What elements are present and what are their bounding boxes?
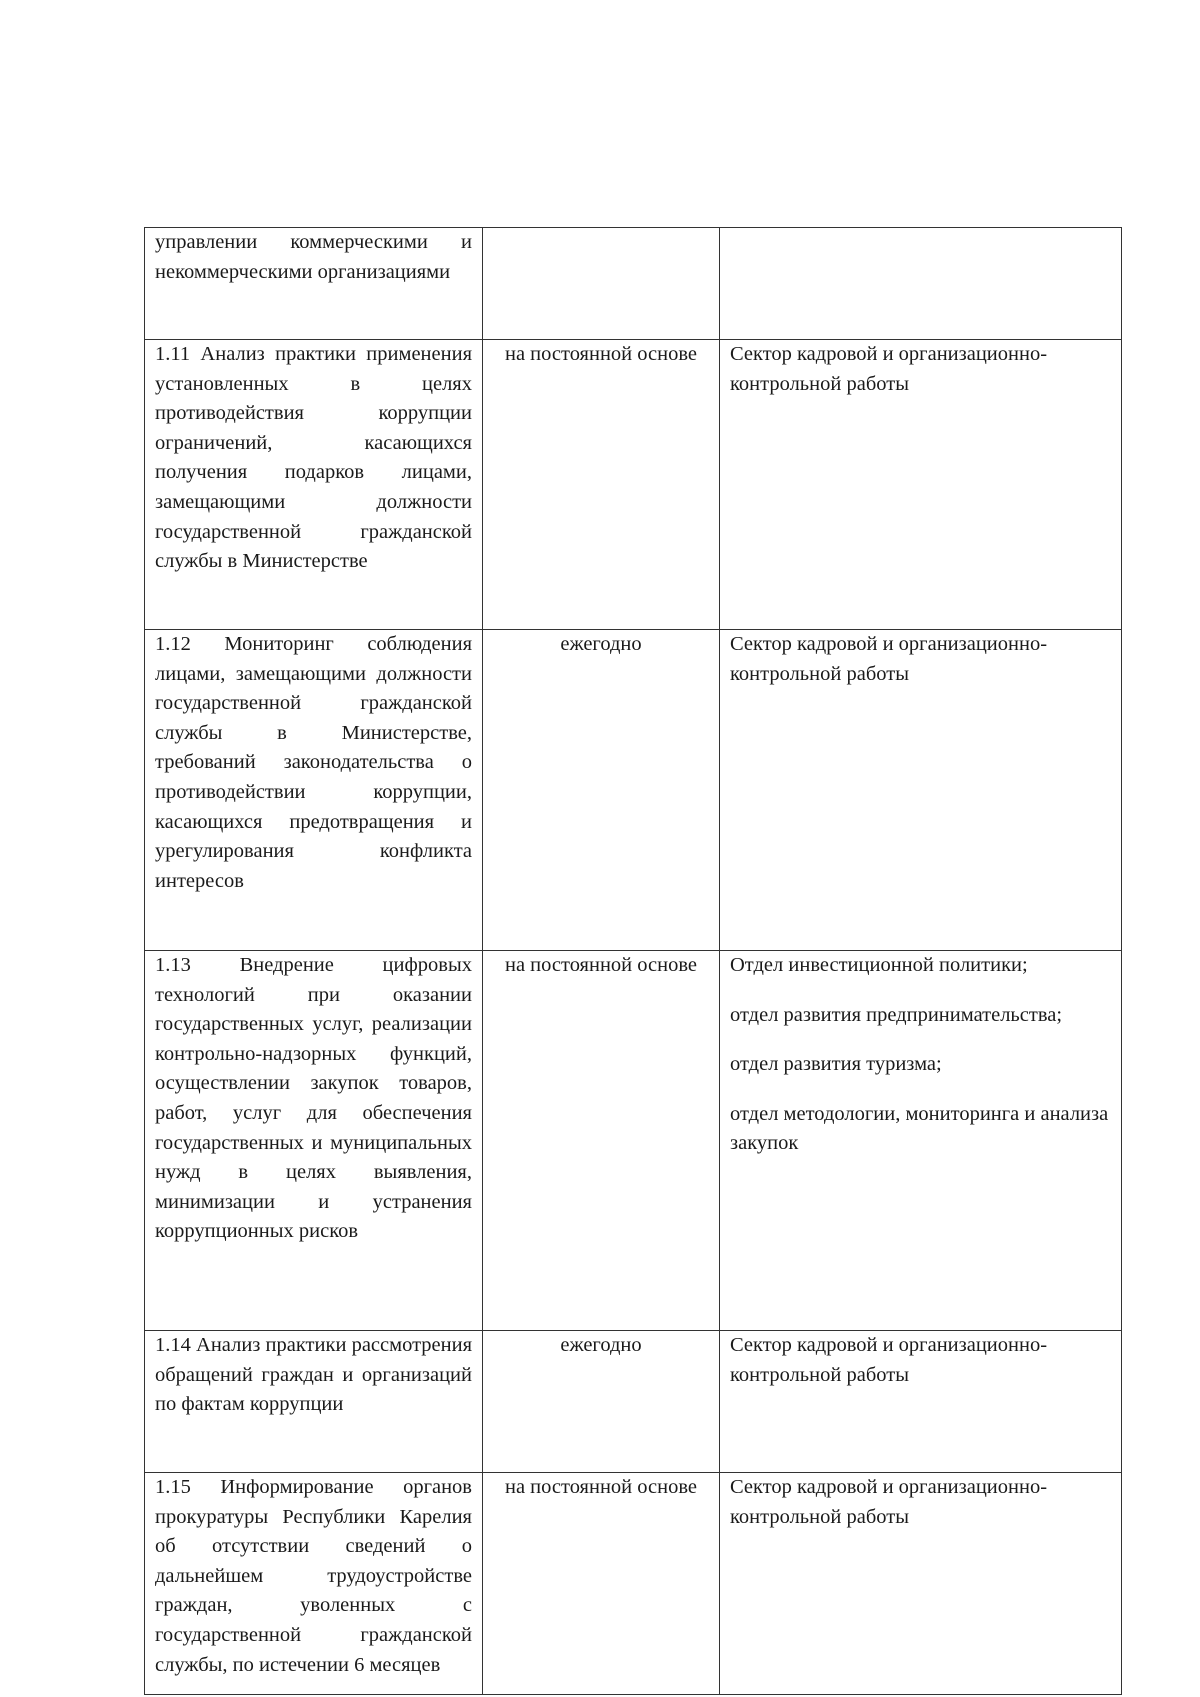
term-text: на постоянной основе: [504, 954, 698, 976]
responsible-cell: [720, 951, 1122, 1331]
term-cell: [483, 1331, 720, 1473]
responsible-cell: [720, 1473, 1122, 1695]
measure-cell: [145, 630, 483, 951]
responsible-text: Сектор кадровой и организационно-контрольной работы: [730, 343, 1048, 395]
table-row: [145, 1473, 1122, 1695]
table-row: [145, 1331, 1122, 1473]
responsible-text: Сектор кадровой и организационно-контрольной работы: [730, 1476, 1048, 1528]
measure-cell: [145, 1473, 483, 1695]
responsible-text: отдел развития предпринимательства;: [730, 1003, 1063, 1026]
measure-cell: [145, 340, 483, 630]
measure-cell: [145, 228, 483, 340]
responsible-text: отдел развития туризма;: [730, 1053, 942, 1076]
responsible-text: Сектор кадровой и организационно-контрольной работы: [730, 633, 1048, 685]
table-row: [145, 340, 1122, 630]
table-row: [145, 951, 1122, 1331]
responsible-cell: [720, 630, 1122, 951]
responsible-cell: [720, 340, 1122, 630]
responsible-text: Сектор кадровой и организационно-контрольной работы: [730, 1334, 1048, 1386]
term-cell: [483, 1473, 720, 1695]
measure-text: 1.15 Информирование органов прокуратуры Республики Карелия об отсутствии сведений о дальнейшем трудоустройстве граждан, уволенных с государственной гражданской службы, по истечении 6 месяцев: [155, 1476, 472, 1676]
term-text: ежегодно: [560, 633, 642, 655]
measure-cell: [145, 1331, 483, 1473]
measure-text: 1.12 Мониторинг соблюдения лицами, замещающими должности государственной гражданской службы в Министерстве, требований законодательства о противодействии коррупции, касающихся предотвращения и урегулирования конфликта интересов: [155, 633, 472, 892]
term-cell: [483, 951, 720, 1331]
term-cell: [483, 340, 720, 630]
measure-text: 1.11 Анализ практики применения установленных в целях противодействия коррупции ограничений, касающихся получения подарков лицами, замещающими должности государственной гражданской службы в Министерстве: [155, 343, 472, 573]
measure-text: 1.14 Анализ практики рассмотрения обращений граждан и организаций по фактам коррупции: [155, 1334, 472, 1416]
measure-text: управлении коммерческими и некоммерческими организациями: [155, 231, 472, 283]
responsible-text: отдел методологии, мониторинга и анализа закупок: [730, 1102, 1109, 1155]
responsible-cell: [720, 228, 1122, 340]
term-text: ежегодно: [560, 1334, 642, 1356]
term-text: на постоянной основе: [504, 343, 698, 365]
term-text: на постоянной основе: [504, 1476, 698, 1498]
responsible-cell: [720, 1331, 1122, 1473]
term-cell: [483, 630, 720, 951]
responsible-text: Отдел инвестиционной политики;: [730, 954, 1028, 976]
measure-cell: [145, 951, 483, 1331]
table-row: [145, 228, 1122, 340]
table-row: [145, 630, 1122, 951]
anticorruption-plan-table: [144, 227, 1122, 1695]
term-cell: [483, 228, 720, 340]
measure-text: 1.13 Внедрение цифровых технологий при оказании государственных услуг, реализации контрольно-надзорных функций, осуществлении закупок товаров, работ, услуг для обеспечения государственных и муниципальных нужд в целях выявления, минимизации и устранения коррупционных рисков: [155, 954, 472, 1243]
